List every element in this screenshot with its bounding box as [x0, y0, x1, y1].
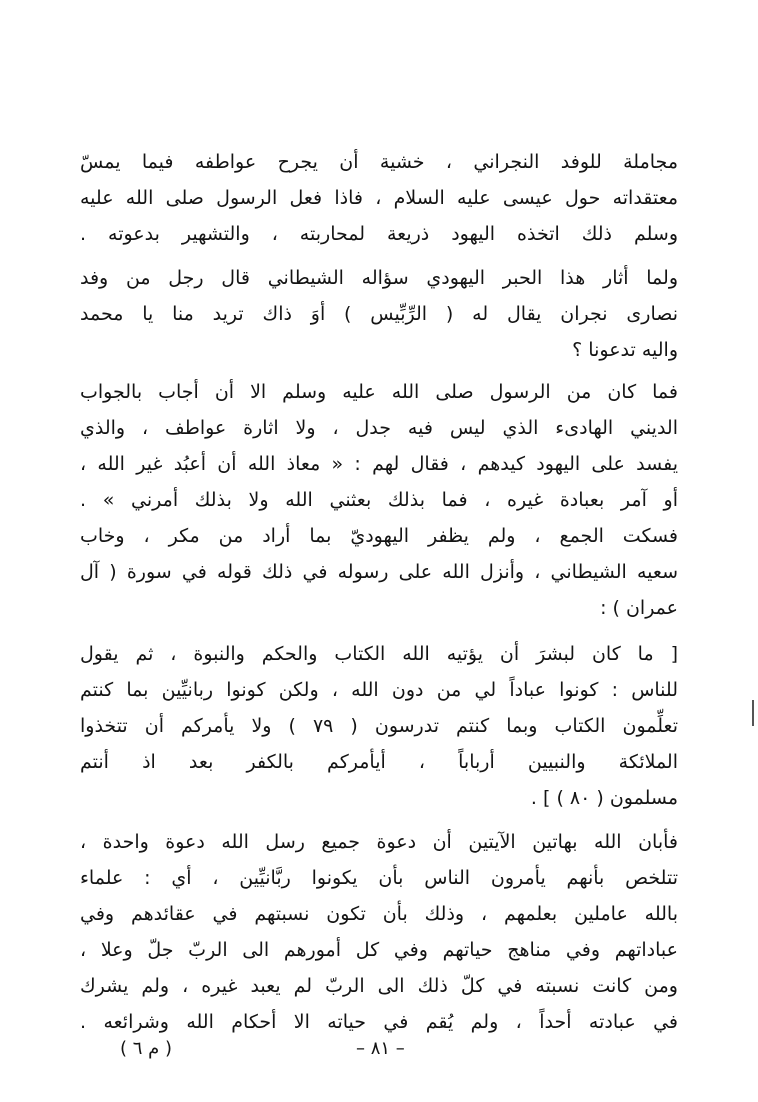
text-line: مجاملة للوفد النجراني ، خشية أن يجرح عواطفه فيما يمسّ: [80, 151, 678, 173]
text-line: بالله عاملين بعلمهم ، وذلك بأن تكون نسبتهم في عقائدهم وفي: [80, 903, 678, 925]
verse-line: مسلمون ( ٨٠ ) ] .: [530, 787, 678, 809]
text-line: فما كان من الرسول صلى الله عليه وسلم الا أن أجاب بالجواب: [80, 381, 678, 403]
verse-line: تعلِّمون الكتاب وبما كنتم تدرسون ( ٧٩ ) ولا يأمركم أن تتخذوا: [80, 715, 678, 737]
text-line: في عبادته أحداً ، ولم يُقم في حياته الا أحكام الله وشرائعه .: [80, 1011, 678, 1033]
text-line: فأبان الله بهاتين الآيتين أن دعوة جميع رسل الله دعوة واحدة ،: [80, 831, 678, 853]
page-number: – ٨١ –: [356, 1038, 405, 1059]
text-line: وسلم ذلك اتخذه اليهود ذريعة لمحاربته ، والتشهير بدعوته .: [80, 223, 678, 245]
text-line: معتقداته حول عيسى عليه السلام ، فاذا فعل الرسول صلى الله عليه: [80, 187, 678, 209]
text-line: سعيه الشيطاني ، وأنزل الله على رسوله في ذلك قوله في سورة ( آل: [80, 561, 678, 583]
text-line: ولما أثار هذا الحبر اليهودي سؤاله الشيطاني قال رجل من وفد: [80, 267, 678, 289]
text-line: واليه تدعونا ؟: [572, 339, 678, 361]
text-line: فسكت الجمع ، ولم يظفر اليهوديّ بما أراد من مكر ، وخاب: [80, 525, 678, 547]
text-line: الديني الهادىء الذي ليس فيه جدل ، ولا اثارة عواطف ، والذي: [80, 417, 678, 439]
signature-mark: ( م ٦ ): [120, 1038, 173, 1059]
text-line: يفسد على اليهود كيدهم ، فقال لهم : « معاذ الله أن أعبُد غير الله ،: [80, 453, 678, 475]
verse-line: [ ما كان لبشرَ أن يؤتيه الله الكتاب والحكم والنبوة ، ثم يقول: [80, 643, 678, 665]
text-line: أو آمر بعبادة غيره ، فما بذلك بعثني الله ولا بذلك أمرني » .: [80, 489, 678, 511]
text-line: ومن كانت نسبته في كلّ ذلك الى الربّ لم يعبد غيره ، ولم يشرك: [80, 975, 678, 997]
scan-edge-mark: [752, 700, 754, 726]
text-line: نصارى نجران يقال له ( الرِّبِّيس ) أوَ ذاك تريد منا يا محمد: [80, 303, 678, 325]
text-line: عمران ) :: [600, 597, 678, 619]
text-line: تتلخص بأنهم يأمرون الناس بأن يكونوا ربَّانيِّين ، أي : علماء: [80, 867, 678, 889]
verse-line: للناس : كونوا عباداً لي من دون الله ، ولكن كونوا ربانيِّين بما كنتم: [80, 679, 678, 701]
verse-line: الملائكة والنبيين أرباباً ، أيأمركم بالكفر بعد اذ أنتم: [80, 751, 678, 773]
text-line: عباداتهم وفي مناهج حياتهم وفي كل أمورهم الى الربّ جلّ وعلا ،: [80, 939, 678, 961]
